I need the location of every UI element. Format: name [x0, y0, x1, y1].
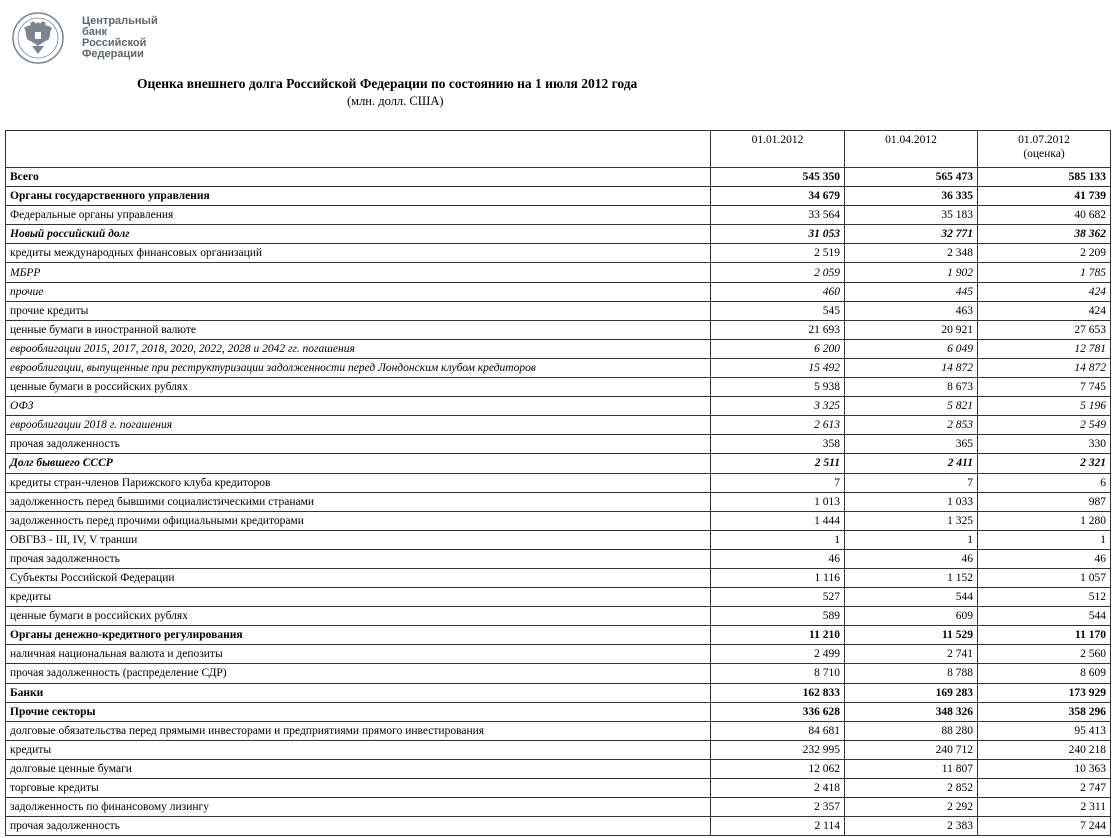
table-row [6, 549, 1111, 568]
row-value: 2 853 [845, 416, 978, 435]
table-row [6, 378, 1111, 397]
bank-name-line: Центральный [82, 15, 158, 27]
row-label: Федеральные органы управления [6, 206, 711, 225]
row-value: 12 781 [978, 339, 1111, 358]
row-value: 1 785 [978, 263, 1111, 282]
table-row [6, 759, 1111, 778]
row-value: 348 326 [845, 702, 978, 721]
row-value: 7 745 [978, 378, 1111, 397]
row-value: 169 283 [845, 683, 978, 702]
table-row [6, 492, 1111, 511]
row-value: 12 062 [711, 759, 845, 778]
row-label: торговые кредиты [6, 779, 711, 798]
row-value: 20 921 [845, 320, 978, 339]
row-label: задолженность перед бывшими социалистическими странами [6, 492, 711, 511]
row-value: 15 492 [711, 358, 845, 377]
row-value: 46 [978, 549, 1111, 568]
row-value: 41 739 [978, 187, 1111, 206]
table-row [6, 168, 1111, 187]
row-label: прочие [6, 282, 711, 301]
row-value: 31 053 [711, 225, 845, 244]
row-value: 545 [711, 301, 845, 320]
row-value: 1 116 [711, 568, 845, 587]
table-row [6, 740, 1111, 759]
row-value: 2 311 [978, 798, 1111, 817]
row-value: 5 821 [845, 397, 978, 416]
row-value: 1 444 [711, 511, 845, 530]
row-value: 21 693 [711, 320, 845, 339]
row-value: 33 564 [711, 206, 845, 225]
row-label: Прочие секторы [6, 702, 711, 721]
row-value: 1 [711, 530, 845, 549]
table-row [6, 530, 1111, 549]
table-row [6, 225, 1111, 244]
row-value: 7 [845, 473, 978, 492]
row-value: 527 [711, 588, 845, 607]
row-value: 84 681 [711, 721, 845, 740]
row-value: 10 363 [978, 759, 1111, 778]
bank-name-line: Российской [82, 37, 147, 49]
row-value: 609 [845, 607, 978, 626]
row-label: прочие кредиты [6, 301, 711, 320]
row-value: 987 [978, 492, 1111, 511]
table-row [6, 817, 1111, 836]
row-value: 1 [845, 530, 978, 549]
row-value: 1 013 [711, 492, 845, 511]
row-value: 8 710 [711, 664, 845, 683]
row-label: кредиты [6, 740, 711, 759]
row-value: 1 057 [978, 568, 1111, 587]
row-value: 2 549 [978, 416, 1111, 435]
table-row [6, 320, 1111, 339]
page-subtitle: (млн. долл. США) [347, 94, 444, 108]
table-row [6, 206, 1111, 225]
row-value: 14 872 [978, 358, 1111, 377]
row-label: задолженность перед прочими официальными кредиторами [6, 511, 711, 530]
row-value: 34 679 [711, 187, 845, 206]
row-label: долговые обязательства перед прямыми инвесторами и предприятиями прямого инвестирования [6, 721, 711, 740]
row-value: 2 321 [978, 454, 1111, 473]
table-row [6, 435, 1111, 454]
column-header-date-text: 01.07.2012 [1018, 134, 1070, 146]
row-value: 8 673 [845, 378, 978, 397]
row-value: 40 682 [978, 206, 1111, 225]
row-value: 544 [978, 607, 1111, 626]
column-header-label [6, 131, 711, 168]
table-row [6, 282, 1111, 301]
row-value: 2 852 [845, 779, 978, 798]
row-value: 11 807 [845, 759, 978, 778]
table-row [6, 339, 1111, 358]
row-label: кредиты международных финансовых организаций [6, 244, 711, 263]
row-label: прочая задолженность [6, 817, 711, 836]
row-value: 240 712 [845, 740, 978, 759]
column-header-date: 01.01.2012 [711, 131, 845, 168]
bank-name-line: Федерации [82, 48, 144, 60]
row-value: 8 609 [978, 664, 1111, 683]
row-value: 3 325 [711, 397, 845, 416]
row-value: 2 747 [978, 779, 1111, 798]
row-value: 6 200 [711, 339, 845, 358]
bank-of-russia-eagle-logo [12, 12, 64, 64]
table-row [6, 358, 1111, 377]
row-value: 240 218 [978, 740, 1111, 759]
table-row [6, 263, 1111, 282]
row-value: 162 833 [711, 683, 845, 702]
row-label: прочая задолженность [6, 549, 711, 568]
row-value: 1 033 [845, 492, 978, 511]
row-value: 358 [711, 435, 845, 454]
row-value: 11 210 [711, 626, 845, 645]
row-value: 358 296 [978, 702, 1111, 721]
bank-name [82, 16, 158, 60]
row-label: ОФЗ [6, 397, 711, 416]
table-row [6, 798, 1111, 817]
row-value: 1 152 [845, 568, 978, 587]
row-label: Всего [6, 168, 711, 187]
row-value: 2 383 [845, 817, 978, 836]
row-value: 1 280 [978, 511, 1111, 530]
row-value: 5 196 [978, 397, 1111, 416]
row-value: 11 170 [978, 626, 1111, 645]
row-label: Субъекты Российской Федерации [6, 568, 711, 587]
row-value: 2 511 [711, 454, 845, 473]
table-row [6, 473, 1111, 492]
row-label: ценные бумаги в российских рублях [6, 607, 711, 626]
row-label: еврооблигации, выпущенные при реструктуризации задолженности перед Лондонским клубом кредиторов [6, 358, 711, 377]
table-row [6, 416, 1111, 435]
row-value: 2 357 [711, 798, 845, 817]
row-label: Банки [6, 683, 711, 702]
row-value: 2 613 [711, 416, 845, 435]
row-value: 32 771 [845, 225, 978, 244]
row-value: 512 [978, 588, 1111, 607]
row-label: еврооблигации 2018 г. погашения [6, 416, 711, 435]
table-row [6, 702, 1111, 721]
row-value: 445 [845, 282, 978, 301]
table-row [6, 645, 1111, 664]
row-label: наличная национальная валюта и депозиты [6, 645, 711, 664]
table-row [6, 244, 1111, 263]
row-value: 2 499 [711, 645, 845, 664]
row-value: 35 183 [845, 206, 978, 225]
table-row [6, 607, 1111, 626]
row-label: МБРР [6, 263, 711, 282]
row-label: Долг бывшего СССР [6, 454, 711, 473]
row-value: 46 [711, 549, 845, 568]
row-value: 1 [978, 530, 1111, 549]
row-value: 460 [711, 282, 845, 301]
row-value: 27 653 [978, 320, 1111, 339]
table-body [6, 168, 1111, 836]
row-value: 88 280 [845, 721, 978, 740]
table-row [6, 454, 1111, 473]
row-label: Органы денежно-кредитного регулирования [6, 626, 711, 645]
row-value: 330 [978, 435, 1111, 454]
row-value: 46 [845, 549, 978, 568]
row-value: 2 519 [711, 244, 845, 263]
row-value: 424 [978, 282, 1111, 301]
row-value: 463 [845, 301, 978, 320]
row-value: 5 938 [711, 378, 845, 397]
row-value: 545 350 [711, 168, 845, 187]
row-label: Новый российский долг [6, 225, 711, 244]
table-row [6, 397, 1111, 416]
row-value: 2 209 [978, 244, 1111, 263]
row-value: 11 529 [845, 626, 978, 645]
row-label: ценные бумаги в российских рублях [6, 378, 711, 397]
row-value: 365 [845, 435, 978, 454]
row-value: 2 114 [711, 817, 845, 836]
row-value: 2 292 [845, 798, 978, 817]
row-label: задолженность по финансовому лизингу [6, 798, 711, 817]
table-row [6, 626, 1111, 645]
row-value: 336 628 [711, 702, 845, 721]
column-header-date: 01.04.2012 [845, 131, 978, 168]
row-value: 544 [845, 588, 978, 607]
row-value: 6 049 [845, 339, 978, 358]
row-value: 1 325 [845, 511, 978, 530]
table-row [6, 568, 1111, 587]
table-row [6, 779, 1111, 798]
row-label: ОВГВЗ - III, IV, V транши [6, 530, 711, 549]
external-debt-table [5, 130, 1111, 836]
row-value: 7 [711, 473, 845, 492]
row-value: 232 995 [711, 740, 845, 759]
row-label: ценные бумаги в иностранной валюте [6, 320, 711, 339]
page-title: Оценка внешнего долга Российской Федерации по состоянию на 1 июля 2012 года [137, 76, 638, 91]
row-label: долговые ценные бумаги [6, 759, 711, 778]
row-value: 7 244 [978, 817, 1111, 836]
row-value: 589 [711, 607, 845, 626]
column-header-note: (оценка) [1023, 148, 1065, 160]
table-row [6, 301, 1111, 320]
row-value: 95 413 [978, 721, 1111, 740]
row-label: прочая задолженность (распределение СДР) [6, 664, 711, 683]
table-row [6, 721, 1111, 740]
row-value: 173 929 [978, 683, 1111, 702]
table-row [6, 683, 1111, 702]
row-label: еврооблигации 2015, 2017, 2018, 2020, 2022, 2028 и 2042 гг. погашения [6, 339, 711, 358]
table-header-row [6, 131, 1111, 168]
row-label: кредиты стран-членов Парижского клуба кредиторов [6, 473, 711, 492]
row-value: 36 335 [845, 187, 978, 206]
row-value: 38 362 [978, 225, 1111, 244]
row-value: 2 411 [845, 454, 978, 473]
row-label: кредиты [6, 588, 711, 607]
row-value: 585 133 [978, 168, 1111, 187]
row-label: прочая задолженность [6, 435, 711, 454]
table-row [6, 187, 1111, 206]
row-label: Органы государственного управления [6, 187, 711, 206]
row-value: 2 741 [845, 645, 978, 664]
row-value: 424 [978, 301, 1111, 320]
row-value: 8 788 [845, 664, 978, 683]
column-header-date [978, 131, 1111, 168]
bank-name-line: банк [82, 26, 108, 38]
table-row [6, 588, 1111, 607]
row-value: 2 348 [845, 244, 978, 263]
row-value: 6 [978, 473, 1111, 492]
table-row [6, 511, 1111, 530]
row-value: 2 059 [711, 263, 845, 282]
row-value: 2 418 [711, 779, 845, 798]
row-value: 14 872 [845, 358, 978, 377]
row-value: 565 473 [845, 168, 978, 187]
table-row [6, 664, 1111, 683]
row-value: 2 560 [978, 645, 1111, 664]
row-value: 1 902 [845, 263, 978, 282]
